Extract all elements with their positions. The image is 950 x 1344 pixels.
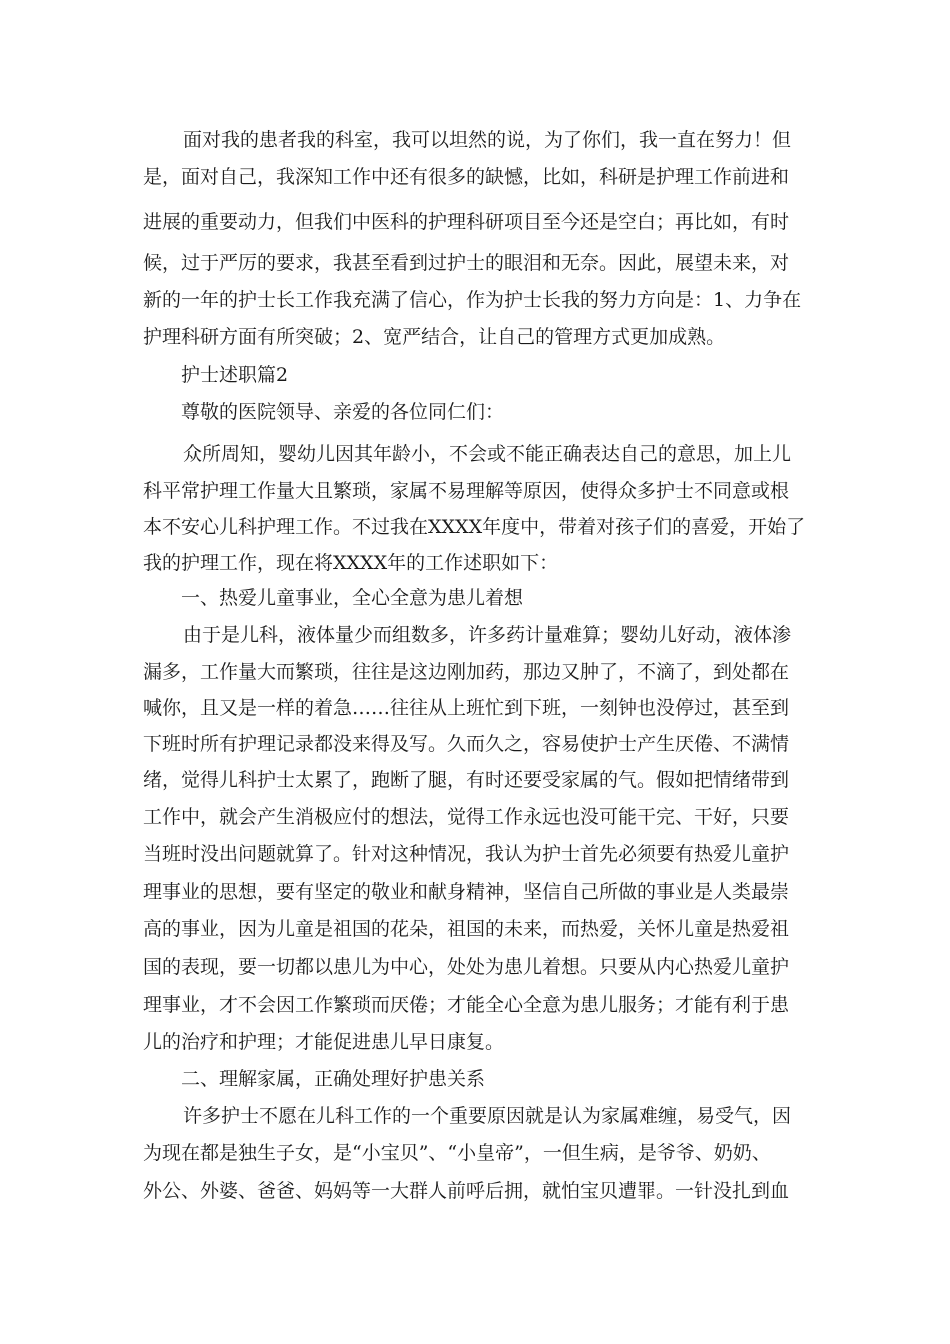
paragraph-line: 儿的治疗和护理；才能促进患儿早日康复。 <box>143 1031 505 1053</box>
paragraph-line: 本不安心儿科护理工作。不过我在XXXX年度中，带着对孩子们的喜爱，开始了 <box>143 516 806 538</box>
paragraph-line: 由于是儿科，液体量少而组数多，许多药计量难算；婴幼儿好动，液体渗 <box>183 624 792 646</box>
paragraph-line: 新的一年的护士长工作我充满了信心，作为护士长我的努力方向是：1、力争在 <box>143 289 802 311</box>
paragraph-line: 绪，觉得儿科护士太累了，跑断了腿，有时还要受家属的气。假如把情绪带到 <box>143 769 790 791</box>
paragraph-line: 高的事业，因为儿童是祖国的花朵，祖国的未来，而热爱，关怀儿童是热爱祖 <box>143 918 790 940</box>
paragraph-line: 外公、外婆、爸爸、妈妈等一大群人前呼后拥，就怕宝贝遭罪。一针没扎到血 <box>143 1180 790 1202</box>
paragraph-line: 面对我的患者我的科室，我可以坦然的说，为了你们，我一直在努力！但 <box>183 129 792 151</box>
paragraph-line: 进展的重要动力，但我们中医科的护理科研项目至今还是空白；再比如，有时 <box>143 211 790 233</box>
paragraph-line: 国的表现，要一切都以患儿为中心，处处为患儿着想。只要从内心热爱儿童护 <box>143 956 790 978</box>
paragraph-line: 许多护士不愿在儿科工作的一个重要原因就是认为家属难缠，易受气，因 <box>183 1105 792 1127</box>
paragraph-line: 漏多，工作量大而繁琐，往往是这边刚加药，那边又肿了，不滴了，到处都在 <box>143 661 790 683</box>
paragraph-line: 众所周知，婴幼儿因其年龄小，不会或不能正确表达自己的意思，加上儿 <box>183 443 792 465</box>
paragraph-line: 为现在都是独生子女，是“小宝贝”、“小皇帝”，一但生病，是爷爷、奶奶、 <box>143 1142 771 1164</box>
paragraph-line: 是，面对自己，我深知工作中还有很多的缺憾，比如，科研是护理工作前进和 <box>143 166 790 188</box>
section-heading: 一、热爱儿童事业，全心全意为患儿着想 <box>181 587 524 609</box>
paragraph-line: 工作中，就会产生消极应付的想法，觉得工作永远也没可能干完、干好，只要 <box>143 806 790 828</box>
paragraph-line: 我的护理工作，现在将XXXX年的工作述职如下： <box>143 552 559 574</box>
section-title: 护士述职篇2 <box>181 364 289 386</box>
paragraph-line: 科平常护理工作量大且繁琐，家属不易理解等原因，使得众多护士不同意或根 <box>143 480 790 502</box>
salutation: 尊敬的医院领导、亲爱的各位同仁们： <box>181 401 505 423</box>
paragraph-line: 理事业，才不会因工作繁琐而厌倦；才能全心全意为患儿服务；才能有利于患 <box>143 994 790 1016</box>
paragraph-line: 喊你，且又是一样的着急……往往从上班忙到下班，一刻钟也没停过，甚至到 <box>143 697 790 719</box>
paragraph-line: 当班时没出问题就算了。针对这种情况，我认为护士首先必须要有热爱儿童护 <box>143 843 790 865</box>
paragraph-line: 下班时所有护理记录都没来得及写。久而久之，容易使护士产生厌倦、不满情 <box>143 733 790 755</box>
paragraph-line: 护理科研方面有所突破；2、宽严结合，让自己的管理方式更加成熟。 <box>143 326 726 348</box>
paragraph-line: 理事业的思想，要有坚定的敬业和献身精神，坚信自己所做的事业是人类最崇 <box>143 881 790 903</box>
section-heading: 二、理解家属，正确处理好护患关系 <box>181 1068 486 1090</box>
paragraph-line: 候，过于严厉的要求，我甚至看到过护士的眼泪和无奈。因此，展望未来，对 <box>143 252 790 274</box>
